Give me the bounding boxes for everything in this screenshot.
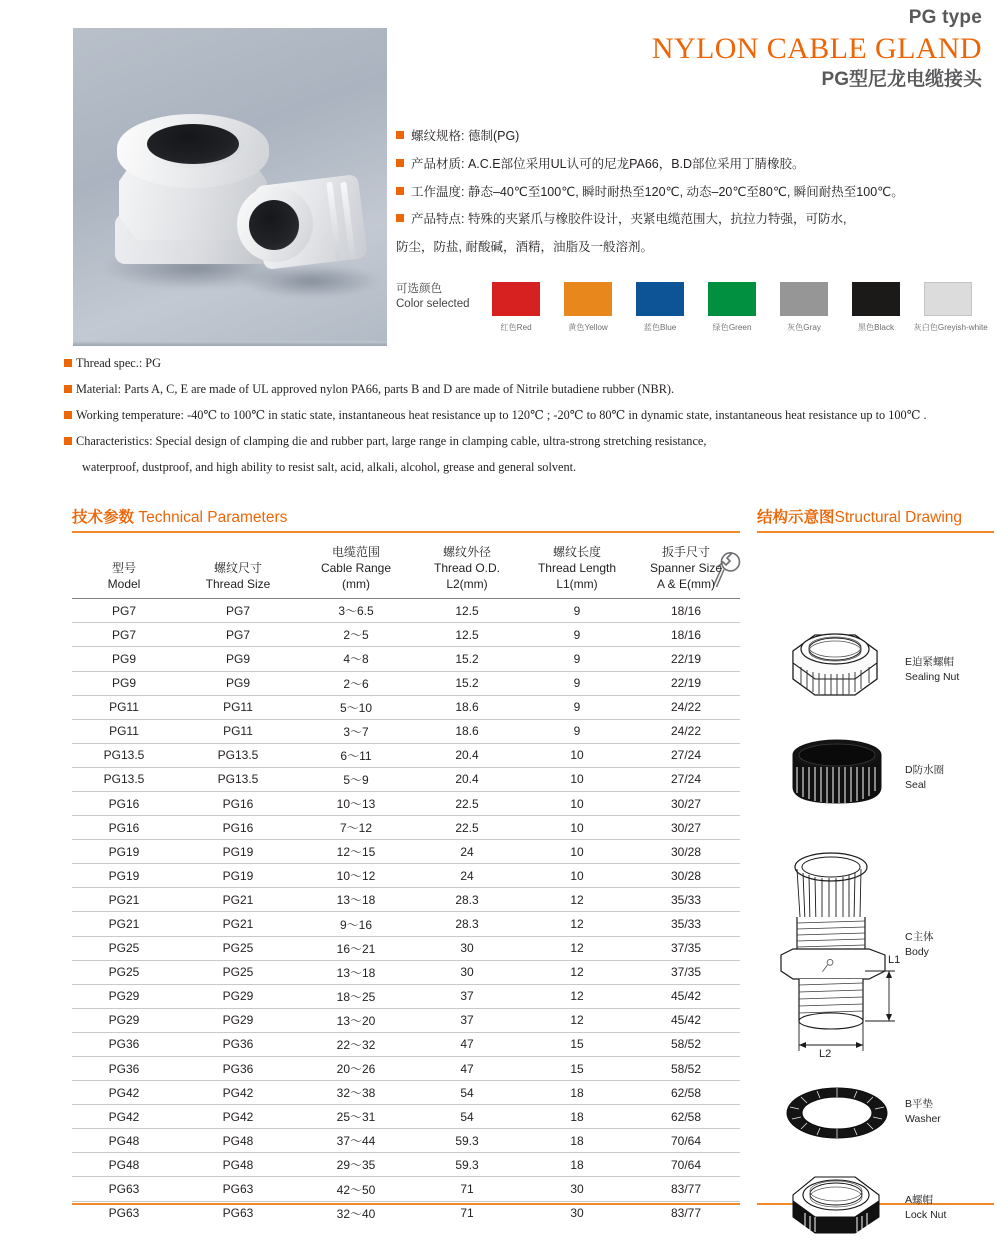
table-cell: 20.4: [412, 767, 522, 791]
table-cell: 7～12: [300, 816, 412, 840]
table-cell: PG13.5: [72, 743, 176, 767]
spec-cn-item: 产品材质: A.C.E部位采用UL认可的尼龙PA66，B.D部位采用丁腈橡胶。: [396, 156, 994, 174]
bullet-square-icon: [396, 187, 404, 195]
table-cell: 83/77: [632, 1177, 740, 1201]
table-row: [72, 1201, 740, 1225]
page-title-chinese: PG型尼龙电缆接头: [821, 69, 982, 91]
spec-cn-continuation: 防尘，防盐, 耐酸碱，酒精，油脂及一般溶剂。: [396, 240, 653, 254]
table-cell: 15: [522, 1032, 632, 1056]
spec-en-item: Material: Parts A, C, E are made of UL approved nylon PA66, parts B and D are made of Nitrile butadiene rubber (NBR).: [64, 382, 994, 398]
color-swatch-item[interactable]: 红色Red: [480, 282, 552, 333]
table-cell: 10: [522, 816, 632, 840]
table-cell: 18: [522, 1153, 632, 1177]
table-cell: PG11: [176, 695, 300, 719]
table-cell: 5～10: [300, 695, 412, 719]
chinese-specifications: [396, 128, 994, 261]
table-cell: PG25: [176, 960, 300, 984]
table-cell: PG13.5: [176, 767, 300, 791]
table-row: [72, 623, 740, 647]
table-cell: 54: [412, 1105, 522, 1129]
table-cell: PG7: [72, 623, 176, 647]
table-cell: 22.5: [412, 816, 522, 840]
spec-en-item: Working temperature: -40℃ to 100℃ in static state, instantaneous heat resistance up to 120℃ ; -20℃ to 80℃ in dynamic state, instantaneous heat resistance up to 100℃ .: [64, 408, 994, 424]
table-cell: PG13.5: [72, 767, 176, 791]
table-cell: PG48: [176, 1129, 300, 1153]
dimension-label-l2: L2: [819, 1048, 832, 1060]
part-label-lock-nut: A螺帽 Lock Nut: [905, 1194, 947, 1222]
table-cell: 18/16: [632, 599, 740, 623]
spec-cn-item: 螺纹规格: 德制(PG): [396, 128, 994, 146]
table-cell: PG48: [176, 1153, 300, 1177]
color-swatch-row: [480, 282, 988, 333]
table-cell: 30: [412, 960, 522, 984]
table-cell: 15.2: [412, 671, 522, 695]
table-cell: 18/16: [632, 623, 740, 647]
bullet-square-icon: [64, 359, 72, 367]
part-seal-drawing: [783, 737, 891, 813]
table-cell: 42～50: [300, 1177, 412, 1201]
table-cell: 10: [522, 864, 632, 888]
table-row: [72, 1153, 740, 1177]
table-cell: 9: [522, 671, 632, 695]
table-cell: 22/19: [632, 647, 740, 671]
table-row: [72, 1105, 740, 1129]
table-body: [72, 599, 740, 1225]
section-heading-structural: [757, 505, 962, 527]
table-cell: 30/28: [632, 864, 740, 888]
table-row: [72, 912, 740, 936]
section-heading-technical: [72, 505, 287, 527]
part-washer-drawing: [783, 1085, 891, 1141]
table-cell: PG25: [176, 936, 300, 960]
table-cell: 32～40: [336, 1206, 376, 1221]
table-cell: 9: [522, 695, 632, 719]
table-cell: PG16: [72, 791, 176, 815]
table-cell: 37～44: [300, 1129, 412, 1153]
table-cell: PG42: [176, 1105, 300, 1129]
table-cell: 27/24: [632, 743, 740, 767]
table-cell: 24: [412, 840, 522, 864]
structural-drawing: [757, 545, 994, 1222]
color-swatch-item[interactable]: 黄色Yellow: [552, 282, 624, 333]
table-row: [72, 1081, 740, 1105]
table-cell: 10: [522, 767, 632, 791]
table-cell: PG7: [176, 623, 300, 647]
table-cell: PG63: [108, 1206, 140, 1221]
column-header-thread-size: 螺纹尺寸 Thread Size: [176, 541, 300, 599]
table-cell: 9: [522, 647, 632, 671]
table-cell: 24/22: [632, 695, 740, 719]
product-photo: [73, 28, 387, 342]
table-cell: 4～8: [300, 647, 412, 671]
table-row: [72, 1057, 740, 1081]
gland-small-bore: [249, 200, 299, 250]
table-cell: 47: [412, 1032, 522, 1056]
table-cell: 12～15: [300, 840, 412, 864]
table-row: [72, 1129, 740, 1153]
part-lock-nut-drawing: [777, 1165, 895, 1245]
table-row: [72, 599, 740, 623]
part-label-sealing-nut: E迫紧螺帽 Sealing Nut: [905, 656, 960, 684]
table-cell: PG42: [72, 1105, 176, 1129]
table-cell: 27/24: [632, 767, 740, 791]
table-cell: PG11: [72, 695, 176, 719]
swatch-greyish-white[interactable]: [924, 282, 972, 316]
table-cell: 15: [522, 1057, 632, 1081]
table-cell: 12.5: [412, 623, 522, 647]
table-cell: PG19: [72, 864, 176, 888]
table-cell: 37/35: [632, 936, 740, 960]
table-cell: 59.3: [412, 1129, 522, 1153]
table-cell: 13～18: [300, 888, 412, 912]
spec-cn-item: 工作温度: 静态–40℃至100℃, 瞬时耐热至120℃, 动态–20℃至80℃, 瞬间耐热至100℃。: [396, 184, 994, 202]
table-cell: 24: [412, 864, 522, 888]
table-row: [72, 719, 740, 743]
table-cell: PG25: [72, 960, 176, 984]
table-cell: 83/77: [670, 1206, 702, 1221]
table-cell: 12: [522, 912, 632, 936]
spec-en-item: Thread spec.: PG: [64, 356, 994, 372]
table-cell: 22/19: [632, 671, 740, 695]
table-cell: 30: [522, 1177, 632, 1201]
column-header-thread-od: 螺纹外径 Thread O.D. L2(mm): [412, 541, 522, 599]
table-header-row: [72, 541, 740, 599]
table-cell: 12: [522, 1008, 632, 1032]
table-cell: 70/64: [632, 1129, 740, 1153]
table-cell: 28.3: [412, 888, 522, 912]
column-header-cable-range: 电缆范围 Cable Range (mm): [300, 541, 412, 599]
table-cell: PG21: [72, 912, 176, 936]
table-cell: PG48: [72, 1153, 176, 1177]
table-cell: 12: [522, 888, 632, 912]
column-header-thread-length: 螺纹长度 Thread Length L1(mm): [522, 541, 632, 599]
part-body-drawing: [769, 845, 899, 1065]
gland-shadow-small: [241, 264, 381, 298]
table-cell: PG29: [72, 984, 176, 1008]
spec-en-continuation: waterproof, dustproof, and high ability to resist salt, acid, alkali, alcohol, grease and general solvent.: [82, 459, 577, 474]
table-cell: 16～21: [300, 936, 412, 960]
table-cell: PG9: [72, 671, 176, 695]
table-cell: PG63: [222, 1206, 254, 1221]
table-cell: PG9: [72, 647, 176, 671]
table-row: [72, 888, 740, 912]
gland-large-bore: [147, 124, 239, 164]
column-header-model: 型号 Model: [72, 541, 176, 599]
technical-heading-en: Technical Parameters: [138, 509, 288, 526]
table-cell: 13～18: [300, 960, 412, 984]
table-cell: 35/33: [632, 912, 740, 936]
table-cell: 18～25: [300, 984, 412, 1008]
table-cell: 20～26: [300, 1057, 412, 1081]
table-row: [72, 960, 740, 984]
swatch-black[interactable]: [852, 282, 900, 316]
table-row: [72, 840, 740, 864]
color-swatch-item[interactable]: 蓝色Blue: [624, 282, 696, 333]
technical-parameters-table: [72, 541, 740, 1225]
column-header-spanner-size: 扳手尺寸 Spanner Size A & E(mm): [632, 541, 740, 599]
bullet-square-icon: [396, 131, 404, 139]
table-cell: PG21: [176, 888, 300, 912]
swatch-green[interactable]: [708, 282, 756, 316]
bullet-square-icon: [396, 159, 404, 167]
table-cell: 45/42: [632, 984, 740, 1008]
table-cell: 29～35: [300, 1153, 412, 1177]
table-row: [72, 695, 740, 719]
table-cell: 10: [522, 743, 632, 767]
table-cell: 12: [522, 936, 632, 960]
table-cell: PG11: [176, 719, 300, 743]
table-cell: 13～20: [300, 1008, 412, 1032]
table-cell: 18: [522, 1105, 632, 1129]
swatch-gray[interactable]: [780, 282, 828, 316]
table-cell: 71: [412, 1177, 522, 1201]
table-cell: 30/28: [632, 840, 740, 864]
table-cell: 9: [522, 719, 632, 743]
divider-structural: [757, 531, 994, 533]
table-cell: 6～11: [300, 743, 412, 767]
table-cell: 10～13: [300, 791, 412, 815]
table-cell: 59.3: [412, 1153, 522, 1177]
table-cell: PG7: [176, 599, 300, 623]
table-cell: 54: [412, 1081, 522, 1105]
color-selection-label: [396, 282, 474, 312]
part-label-washer: B平垫 Washer: [905, 1098, 941, 1126]
color-swatch-item[interactable]: 灰色Gray: [768, 282, 840, 333]
table-row: [72, 791, 740, 815]
table-cell: 9: [522, 623, 632, 647]
table-row: [72, 984, 740, 1008]
table-row: [72, 816, 740, 840]
table-row: [72, 767, 740, 791]
table-cell: 28.3: [412, 912, 522, 936]
table-cell: 70/64: [632, 1153, 740, 1177]
table-cell: 37: [412, 984, 522, 1008]
table-cell: 37/35: [632, 960, 740, 984]
table-cell: 12: [522, 984, 632, 1008]
part-label-body: C主体 Body: [905, 931, 934, 959]
table-cell: PG25: [72, 936, 176, 960]
table-cell: PG13.5: [176, 743, 300, 767]
table-cell: 9～16: [300, 912, 412, 936]
table-cell: PG16: [176, 791, 300, 815]
table-cell: 2～6: [300, 671, 412, 695]
table-cell: PG16: [72, 816, 176, 840]
table-cell: 18: [522, 1081, 632, 1105]
structural-heading-cn: 结构示意图: [757, 509, 835, 526]
table-cell: 18.6: [412, 695, 522, 719]
bullet-square-icon: [64, 411, 72, 419]
table-row: [72, 1032, 740, 1056]
table-cell: 15.2: [412, 647, 522, 671]
table-cell: 30/27: [632, 791, 740, 815]
table-cell: 24/22: [632, 719, 740, 743]
part-sealing-nut-drawing: [775, 623, 895, 709]
table-cell: PG36: [72, 1032, 176, 1056]
table-cell: PG7: [72, 599, 176, 623]
table-row: [72, 743, 740, 767]
spec-en-item: Characteristics: Special design of clamping die and rubber part, large range in clamping cable, ultra-strong stretching resistance,: [64, 434, 994, 450]
table-cell: 10: [522, 840, 632, 864]
table-row: [72, 936, 740, 960]
bullet-square-icon: [64, 437, 72, 445]
color-swatch-item[interactable]: 黑色Black: [840, 282, 912, 333]
table-cell: PG36: [176, 1057, 300, 1081]
table-cell: 9: [522, 599, 632, 623]
part-label-seal: D防水圈 Seal: [905, 764, 945, 792]
table-row: [72, 647, 740, 671]
table-cell: PG19: [176, 840, 300, 864]
table-cell: 22.5: [412, 791, 522, 815]
table-cell: 20.4: [412, 743, 522, 767]
table-cell: 3～7: [300, 719, 412, 743]
page-title: NYLON CABLE GLAND: [651, 31, 982, 65]
table-cell: PG63: [176, 1177, 300, 1201]
table-cell: 45/42: [632, 1008, 740, 1032]
table-cell: 37: [412, 1008, 522, 1032]
table-cell: 35/33: [632, 888, 740, 912]
table-cell: 3～6.5: [300, 599, 412, 623]
table-cell: PG11: [72, 719, 176, 743]
page-header: [652, 6, 982, 93]
table-cell: PG29: [176, 1008, 300, 1032]
table-cell: 22～32: [300, 1032, 412, 1056]
structural-heading-en: Structural Drawing: [834, 509, 963, 526]
table-cell: 58/52: [632, 1032, 740, 1056]
table-cell: 47: [412, 1057, 522, 1081]
table-cell: 12: [522, 960, 632, 984]
bullet-square-icon: [396, 214, 404, 222]
table-cell: PG19: [72, 840, 176, 864]
table-row: [72, 864, 740, 888]
table-cell: 2～5: [300, 623, 412, 647]
table-cell: PG63: [72, 1177, 176, 1201]
header-type-label: PG type: [908, 7, 982, 28]
table-cell: PG21: [72, 888, 176, 912]
technical-heading-cn: 技术参数: [72, 509, 135, 526]
table-cell: PG36: [176, 1032, 300, 1056]
table-cell: PG29: [176, 984, 300, 1008]
table-cell: 25～31: [300, 1105, 412, 1129]
table-cell: 18.6: [412, 719, 522, 743]
table-row: [72, 671, 740, 695]
table-cell: 62/58: [632, 1081, 740, 1105]
table-cell: 58/52: [632, 1057, 740, 1081]
color-swatch-item[interactable]: 绿色Green: [696, 282, 768, 333]
table-cell: PG9: [176, 647, 300, 671]
table-row: [72, 1177, 740, 1201]
table-cell: 71: [460, 1206, 474, 1221]
table-cell: PG21: [176, 912, 300, 936]
swatch-red[interactable]: [492, 282, 540, 316]
table-cell: PG42: [72, 1081, 176, 1105]
table-cell: 62/58: [632, 1105, 740, 1129]
table-cell: PG29: [72, 1008, 176, 1032]
table-cell: 30: [570, 1206, 584, 1221]
bullet-square-icon: [64, 385, 72, 393]
color-label-en: Color selected: [396, 298, 470, 311]
table-row: [72, 1008, 740, 1032]
english-specifications: [64, 356, 994, 476]
table-cell: 32～38: [300, 1081, 412, 1105]
table-cell: PG42: [176, 1081, 300, 1105]
dimension-label-l1: L1: [888, 954, 901, 966]
photo-base-rule: [73, 341, 387, 346]
table-cell: PG48: [72, 1129, 176, 1153]
table-cell: 18: [522, 1129, 632, 1153]
swatch-blue[interactable]: [636, 282, 684, 316]
table-cell: PG36: [72, 1057, 176, 1081]
table-cell: PG9: [176, 671, 300, 695]
table-cell: 30/27: [632, 816, 740, 840]
table-cell: PG16: [176, 816, 300, 840]
table-cell: 10: [522, 791, 632, 815]
table-cell: 10～12: [300, 864, 412, 888]
color-label-cn: 可选颜色: [396, 283, 442, 295]
table-cell: 12.5: [412, 599, 522, 623]
table-cell: 30: [412, 936, 522, 960]
table-cell: PG19: [176, 864, 300, 888]
color-swatch-item[interactable]: 灰白色Greyish-white: [912, 282, 984, 333]
table-cell: 5～9: [300, 767, 412, 791]
spec-cn-item: 产品特点: 特殊的夹紧爪与橡胶件设计，夹紧电缆范围大，抗拉力特强，可防水,: [396, 211, 994, 229]
swatch-yellow[interactable]: [564, 282, 612, 316]
divider-technical: [72, 531, 740, 533]
